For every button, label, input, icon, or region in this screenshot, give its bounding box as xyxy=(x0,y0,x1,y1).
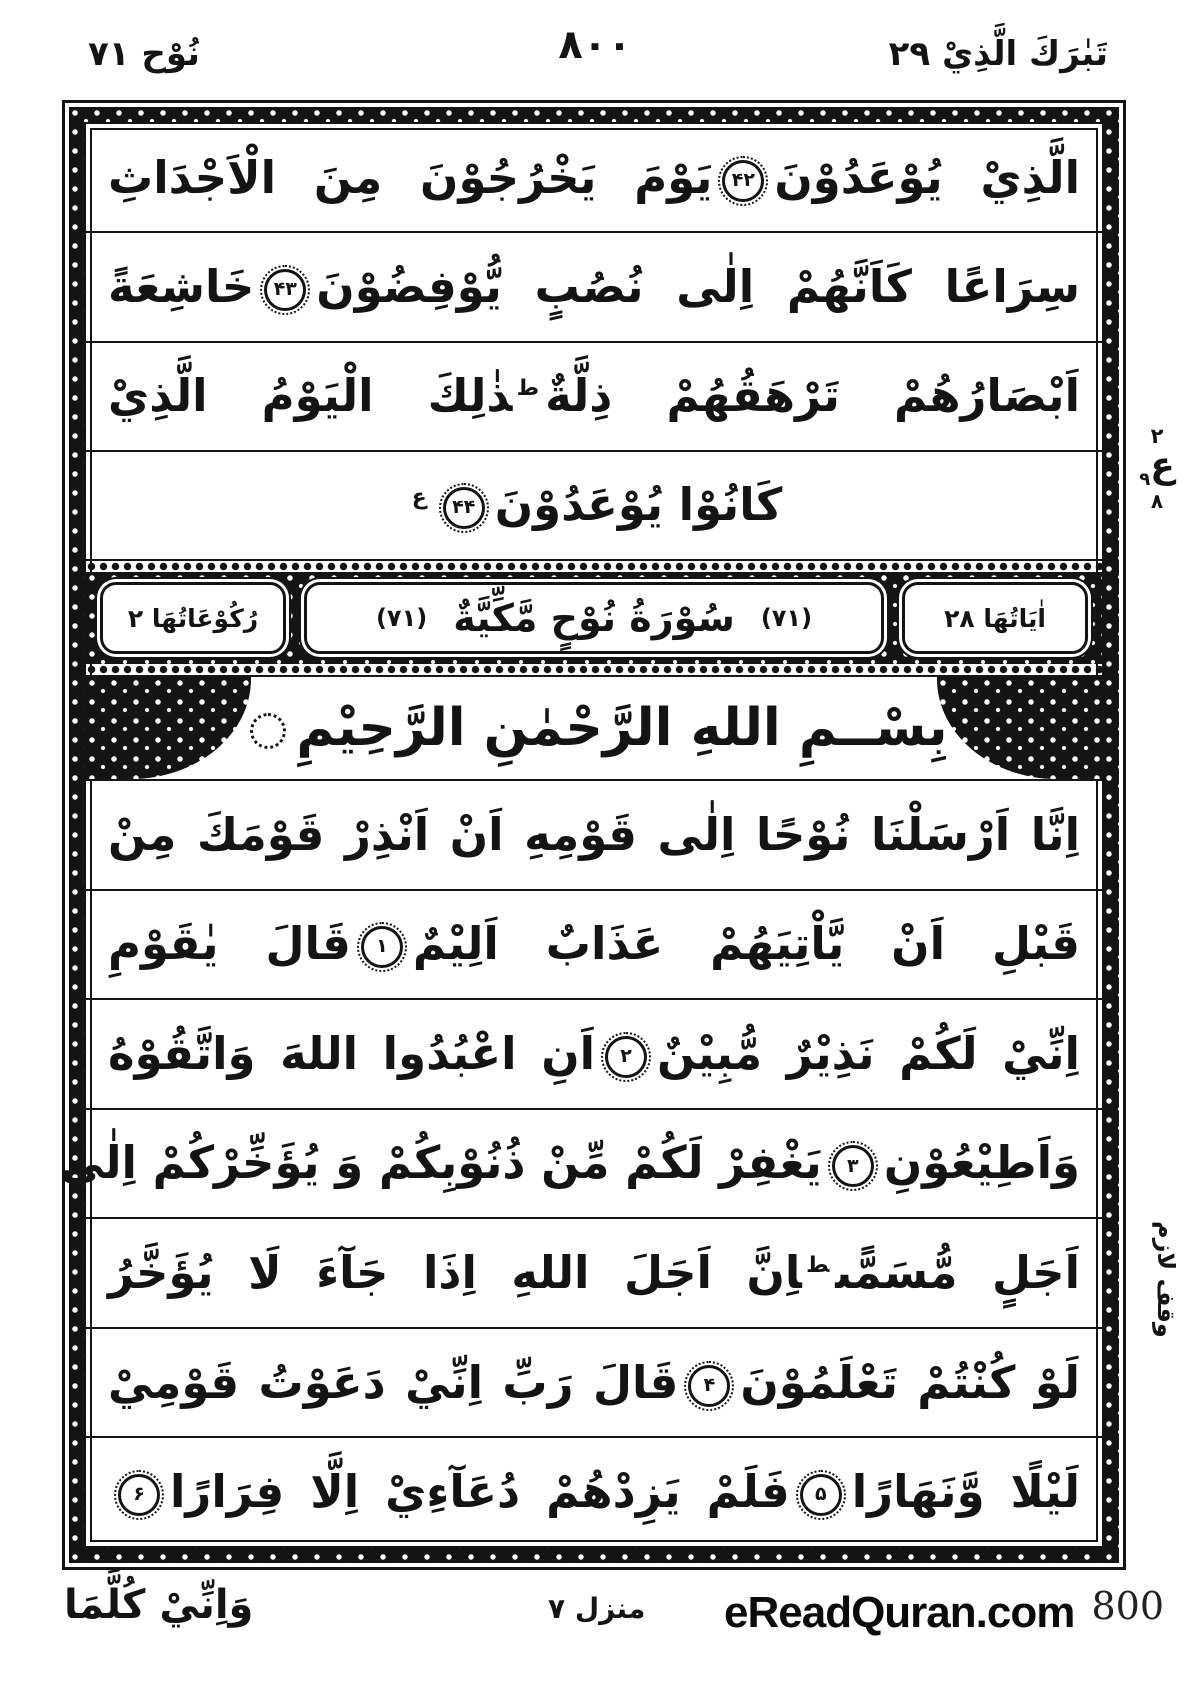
surah-number-left: (۷۱) xyxy=(375,604,428,633)
quran-line xyxy=(86,452,1102,561)
header-surah-ref: نُوْح ۷۱ xyxy=(88,34,200,74)
ayah-end-marker: ۴۳ xyxy=(264,269,306,311)
ayah-text: الَّذِيْ يُوْعَدُوْنَ xyxy=(774,150,1081,204)
ayah-text: قَالَ يٰقَوْمِ xyxy=(108,917,351,971)
ayah-text: يَوْمَ يَخْرُجُوْنَ مِنَ الْاَجْدَاثِ xyxy=(108,150,713,204)
ayah-text: لَوْ كُنْتُمْ تَعْلَمُوْنَ xyxy=(740,1355,1080,1409)
ayah-text: لَيْلًا وَّنَهَارًا xyxy=(851,1465,1080,1519)
ruku-number: ۲ xyxy=(1150,424,1164,448)
ayah-text: اِنِّيْ لَكُمْ نَذِيْرٌ مُّبِيْنٌ xyxy=(657,1026,1080,1080)
ayah-text: قَبْلِ اَنْ يَّاْتِيَهُمْ عَذَابٌ اَلِيْمٌ xyxy=(412,917,1080,971)
ayah-text: اِنَّا اَرْسَلْنَا نُوْحًا اِلٰى قَوْمِهِ اَنْ اَنْذِرْ قَوْمَكَ مِنْ xyxy=(108,807,1080,861)
ayah-text: اِنَّ اَجَلَ اللهِ اِذَا جَآءَ لَا يُؤَخَّرُ xyxy=(108,1246,802,1299)
ayah-text: اَبْصَارُهُمْ تَرْهَقُهُمْ ذِلَّةٌ xyxy=(545,369,1080,423)
ayah-text: قَالَ رَبِّ اِنِّيْ دَعَوْتُ قَوْمِيْ xyxy=(108,1355,679,1409)
quran-line-text xyxy=(108,477,1080,533)
header-page-number-arabic: ۸۰۰ xyxy=(558,22,632,68)
quran-line-text xyxy=(108,1026,1080,1082)
ruku-margin-marker xyxy=(1128,426,1186,512)
ayah-text: كَانُوْا يُوْعَدُوْنَ xyxy=(494,478,783,532)
quran-line-text xyxy=(108,807,1080,863)
ayah-end-marker: ۳ xyxy=(832,1145,874,1187)
quran-line xyxy=(86,1000,1102,1110)
frame-ornament-band xyxy=(59,107,1119,1563)
bismillah-text xyxy=(240,698,947,758)
quran-line xyxy=(86,343,1102,452)
bismillah-ornament-left xyxy=(86,677,251,779)
ayat-count-panel xyxy=(902,582,1088,654)
quran-line xyxy=(86,1438,1102,1546)
quran-line xyxy=(86,781,1102,891)
bismillah-ornament-right xyxy=(937,677,1102,779)
ayah-end-marker: ۴ xyxy=(688,1365,730,1407)
ayah-text: اَجَلٍ مُّسَمًّى xyxy=(835,1246,1080,1299)
catchword: وَاِنِّيْ كُلَّمَا xyxy=(64,1582,254,1628)
ayah-text: فَلَمْ يَزِدْهُمْ دُعَآءِيْ اِلَّا فِرَارًا xyxy=(170,1465,790,1519)
quran-line xyxy=(86,1219,1102,1329)
ayah-end-marker: ۴۲ xyxy=(722,160,764,202)
bismillah-end-rosette-icon xyxy=(250,713,286,749)
bead-border-bottom xyxy=(86,664,1102,675)
quran-line-text xyxy=(108,150,1080,206)
quran-line-text xyxy=(108,1245,1080,1301)
ruku-verse-count: ۹ xyxy=(1139,469,1151,491)
page-number: 800 xyxy=(1091,1584,1164,1628)
frame-inner xyxy=(59,122,1104,1548)
quran-line xyxy=(86,1329,1102,1439)
waqf-lazim-note: وقف لازم xyxy=(1152,1221,1180,1338)
text-lines-bottom xyxy=(59,781,1102,1546)
waqf-sign: ط xyxy=(807,1253,830,1278)
ayah-end-marker: ۶ xyxy=(118,1474,160,1516)
ayah-end-marker: ۴۴ xyxy=(443,487,485,529)
text-lines-top xyxy=(86,124,1102,561)
ayah-text: وَاَطِيْعُوْنِ xyxy=(883,1136,1080,1190)
quran-line xyxy=(86,891,1102,1001)
ayah-end-marker: ۱ xyxy=(361,926,403,968)
surah-number-right: (۷۱) xyxy=(760,604,813,633)
ayah-text: يَغْفِرْ لَكُمْ مِّنْ ذُنُوْبِكُمْ وَ يُؤَخِّرْكُمْ اِلٰى xyxy=(59,1136,822,1190)
ayat-count-label: اٰيَاتُهَا ۲۸ xyxy=(944,603,1046,633)
ruku-in-juz-number: ۸ xyxy=(1150,489,1164,514)
bead-border-top xyxy=(86,561,1102,572)
ruku-ain-symbol: ع$_۹$ xyxy=(1139,445,1175,491)
ruku-count-panel xyxy=(100,582,286,654)
quran-line xyxy=(86,124,1102,233)
quran-line-text xyxy=(108,368,1080,424)
quran-line-text xyxy=(59,1135,1080,1191)
website-credit: eReadQuran.com xyxy=(724,1588,1075,1637)
ayah-end-marker: ۵ xyxy=(800,1474,842,1516)
ruku-count-label: رُكُوْعَاتُهَا ۲ xyxy=(127,603,259,633)
bismillah-row xyxy=(86,677,1102,781)
ayah-text: سِرَاعًا كَاَنَّهُمْ اِلٰى نُصُبٍ يُّوْفِضُوْنَ xyxy=(316,259,1080,313)
ayah-text: اَنِ اعْبُدُوا اللهَ وَاتَّقُوْهُ xyxy=(108,1026,596,1080)
ayah-end-marker: ۲ xyxy=(605,1036,647,1078)
page-frame xyxy=(59,100,1126,1570)
surah-title-panel xyxy=(304,582,884,654)
bismillah-calligraphy: بِسْــمِ اللهِ الرَّحْمٰنِ الرَّحِيْمِ xyxy=(296,698,948,759)
header-juz-ref: تَبٰرَكَ الَّذِيْ ۲۹ xyxy=(888,34,1108,74)
surah-title: سُوْرَةُ نُوْحٍ مَّكِّيَّةٌ xyxy=(453,596,735,641)
quran-line-text xyxy=(108,1464,1080,1520)
quran-line-text xyxy=(108,259,1080,315)
ayah-text: ذٰلِكَ الْيَوْمُ الَّذِيْ xyxy=(108,369,513,423)
surah-band-body xyxy=(86,572,1102,664)
quran-line-text xyxy=(108,1355,1080,1411)
quran-line xyxy=(86,233,1102,342)
surah-title-band xyxy=(86,561,1102,677)
waqf-sign: ع xyxy=(411,485,427,511)
manzil-marker: منزل ۷ xyxy=(548,1592,646,1625)
ayah-text: خَاشِعَةً xyxy=(108,259,255,313)
waqf-sign: ط xyxy=(518,376,540,402)
quran-line-text xyxy=(108,916,1080,972)
quran-line xyxy=(59,1110,1102,1220)
